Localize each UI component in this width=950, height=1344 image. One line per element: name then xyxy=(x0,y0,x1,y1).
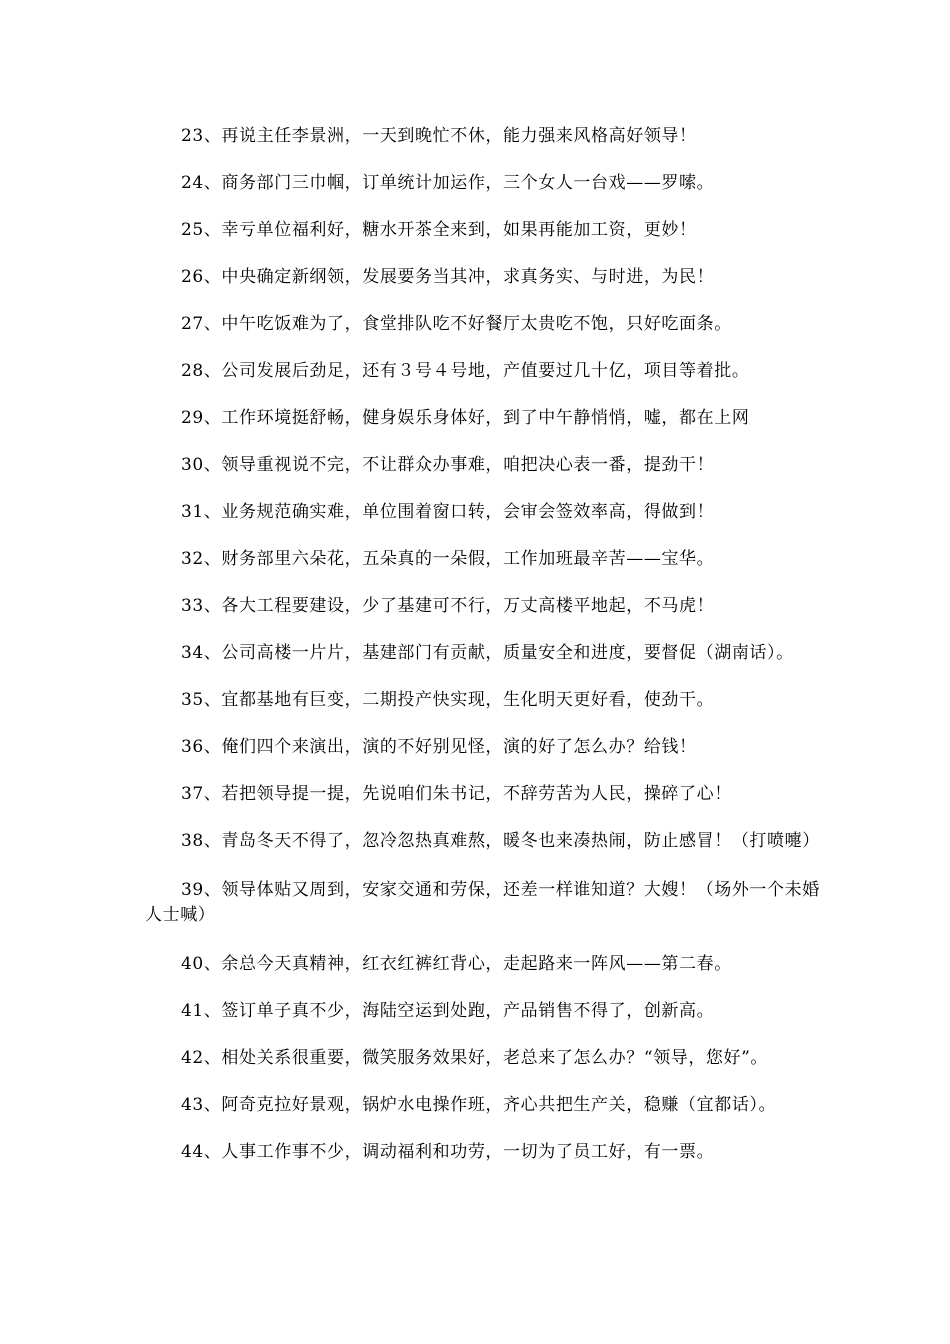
verse-line-36: 36、俺们四个来演出，演的不好别见怪，演的好了怎么办？给钱！ xyxy=(181,737,697,757)
verse-line-29: 29、工作环境挺舒畅，健身娱乐身体好，到了中午静悄悄，嘘，都在上网 xyxy=(181,408,750,428)
verse-line-34: 34、公司高楼一片片，基建部门有贡献，质量安全和进度，要督促（湖南话）。 xyxy=(181,643,794,663)
verse-line-40: 40、余总今天真精神，红衣红裤红背心，走起路来一阵风——第二春。 xyxy=(181,954,732,974)
verse-line-44: 44、人事工作事不少，调动福利和功劳，一切为了员工好，有一票。 xyxy=(181,1142,715,1162)
verse-line-42: 42、相处关系很重要，微笑服务效果好，老总来了怎么办？“领导，您好”。 xyxy=(181,1048,769,1068)
verse-line-28: 28、公司发展后劲足，还有３号４号地，产值要过几十亿，项目等着批。 xyxy=(181,361,750,381)
verse-line-33: 33、各大工程要建设，少了基建可不行，万丈高楼平地起，不马虎！ xyxy=(181,596,715,616)
verse-line-43: 43、阿奇克拉好景观，锅炉水电操作班，齐心共把生产关，稳赚（宜都话）。 xyxy=(181,1095,777,1115)
verse-line-39: 39、领导体贴又周到，安家交通和劳保，还差一样谁知道？大嫂！（场外一个未婚人士喊） xyxy=(145,880,820,925)
verse-list xyxy=(145,124,825,1187)
verse-line-24: 24、商务部门三巾帼，订单统计加运作，三个女人一台戏——罗嗦。 xyxy=(181,173,715,193)
verse-line-35: 35、宜都基地有巨变，二期投产快实现，生化明天更好看，使劲干。 xyxy=(181,690,715,710)
verse-line-25: 25、幸亏单位福利好，糖水开茶全来到，如果再能加工资，更妙！ xyxy=(181,220,697,240)
verse-line-26: 26、中央确定新纲领，发展要务当其冲，求真务实、与时进，为民！ xyxy=(181,267,715,287)
verse-line-38: 38、青岛冬天不得了，忽冷忽热真难熬，暖冬也来凑热闹，防止感冒！（打喷嚏） xyxy=(181,831,820,851)
verse-line-31: 31、业务规范确实难，单位围着窗口转，会审会签效率高，得做到！ xyxy=(181,502,715,522)
verse-line-30: 30、领导重视说不完，不让群众办事难，咱把决心表一番，提劲干！ xyxy=(181,455,715,475)
verse-line-41: 41、签订单子真不少，海陆空运到处跑，产品销售不得了，创新高。 xyxy=(181,1001,715,1021)
verse-line-23: 23、再说主任李景洲，一天到晚忙不休，能力强来风格高好领导！ xyxy=(181,126,697,146)
verse-line-37: 37、若把领导提一提，先说咱们朱书记，不辞劳苦为人民，操碎了心！ xyxy=(181,784,732,804)
verse-line-32: 32、财务部里六朵花，五朵真的一朵假，工作加班最辛苦——宝华。 xyxy=(181,549,715,569)
verse-line-27: 27、中午吃饭难为了，食堂排队吃不好餐厅太贵吃不饱，只好吃面条。 xyxy=(181,314,732,334)
